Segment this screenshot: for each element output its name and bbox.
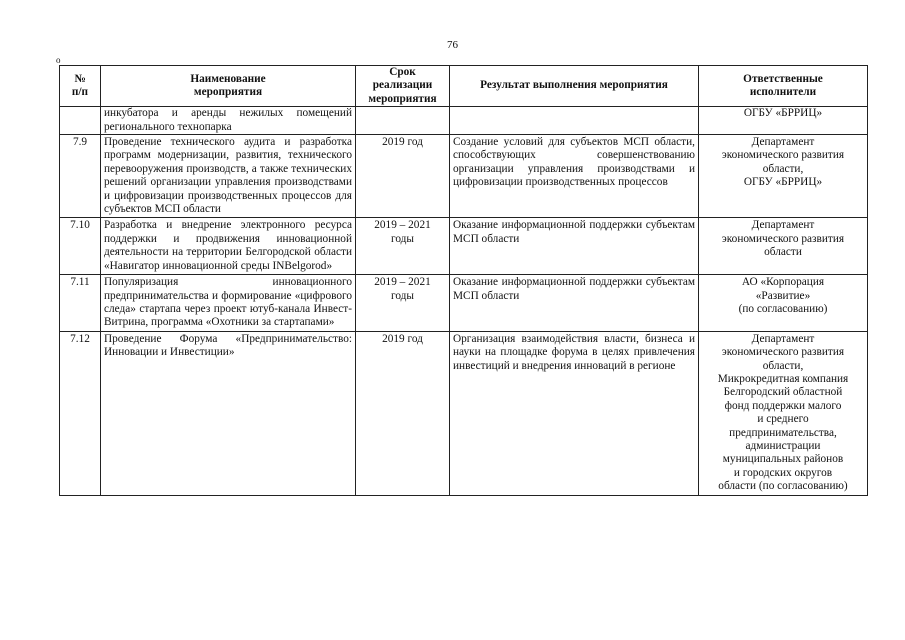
cell-resp: Департамент экономического развития области, Микрокредитная компания Белгородский областной фонд поддержки малого и среднего предпринимательства, администрации муниципальных районов и городских округов области (по согласованию) (699, 331, 868, 495)
cell-name: Проведение технического аудита и разработка программ модернизации, развития, технического перевооружения производств, а также технических решений организации управления производствами и цифровизации производственных процессов для субъектов МСП области (101, 135, 356, 218)
cell-result: Оказание информационной поддержки субъектам МСП области (450, 218, 699, 275)
corner-mark: o (56, 55, 61, 65)
cell-resp: АО «Корпорация «Развитие» (по согласованию) (699, 275, 868, 332)
header-resp: Ответственные исполнители (699, 66, 868, 107)
cell-result: Оказание информационной поддержки субъектам МСП области (450, 275, 699, 332)
cell-term: 2019 год (356, 135, 450, 218)
cell-term: 2019 – 2021 годы (356, 218, 450, 275)
cell-num: 7.11 (60, 275, 101, 332)
cell-name: Популяризация инновационного предпринимательства и формирование «цифрового следа» стартапа через проект ютуб-канала Инвест-Витрина, программа «Охотники за стартапами» (101, 275, 356, 332)
header-num: № п/п (60, 66, 101, 107)
cell-num: 7.9 (60, 135, 101, 218)
header-name: Наименование мероприятия (101, 66, 356, 107)
header-result: Результат выполнения мероприятия (450, 66, 699, 107)
cell-term: 2019 – 2021 годы (356, 275, 450, 332)
cell-name: Разработка и внедрение электронного ресурса поддержки и продвижения инновационной деятельности на территории Белгородской области «Навигатор инновационной среды INBelgorod» (101, 218, 356, 275)
table-row (60, 218, 868, 275)
cell-result: Создание условий для субъектов МСП области, способствующих совершенствованию организации управления производствами и цифровизации производственных процессов (450, 135, 699, 218)
cell-term: 2019 год (356, 331, 450, 495)
cell-resp: Департамент экономического развития области (699, 218, 868, 275)
table-row (60, 135, 868, 218)
table-row (60, 275, 868, 332)
header-term: Срок реализации мероприятия (356, 66, 450, 107)
table-row (60, 331, 868, 495)
cell-name: Проведение Форума «Предпринимательство: Инновации и Инвестиции» (101, 331, 356, 495)
cell-resp: Департамент экономического развития области, ОГБУ «БРРИЦ» (699, 135, 868, 218)
cell-num: 7.12 (60, 331, 101, 495)
table-row-continuation (60, 107, 868, 135)
table-header-row (60, 66, 868, 107)
cell-resp: ОГБУ «БРРИЦ» (699, 107, 868, 135)
activities-table (59, 65, 868, 496)
cell-result (450, 107, 699, 135)
cell-num: 7.10 (60, 218, 101, 275)
page-number: 76 (447, 39, 458, 51)
cell-name: инкубатора и аренды нежилых помещений регионального технопарка (101, 107, 356, 135)
cell-term (356, 107, 450, 135)
cell-result: Организация взаимодействия власти, бизнеса и науки на площадке форума в целях привлечения инвестиций и внедрения инноваций в регионе (450, 331, 699, 495)
cell-num (60, 107, 101, 135)
